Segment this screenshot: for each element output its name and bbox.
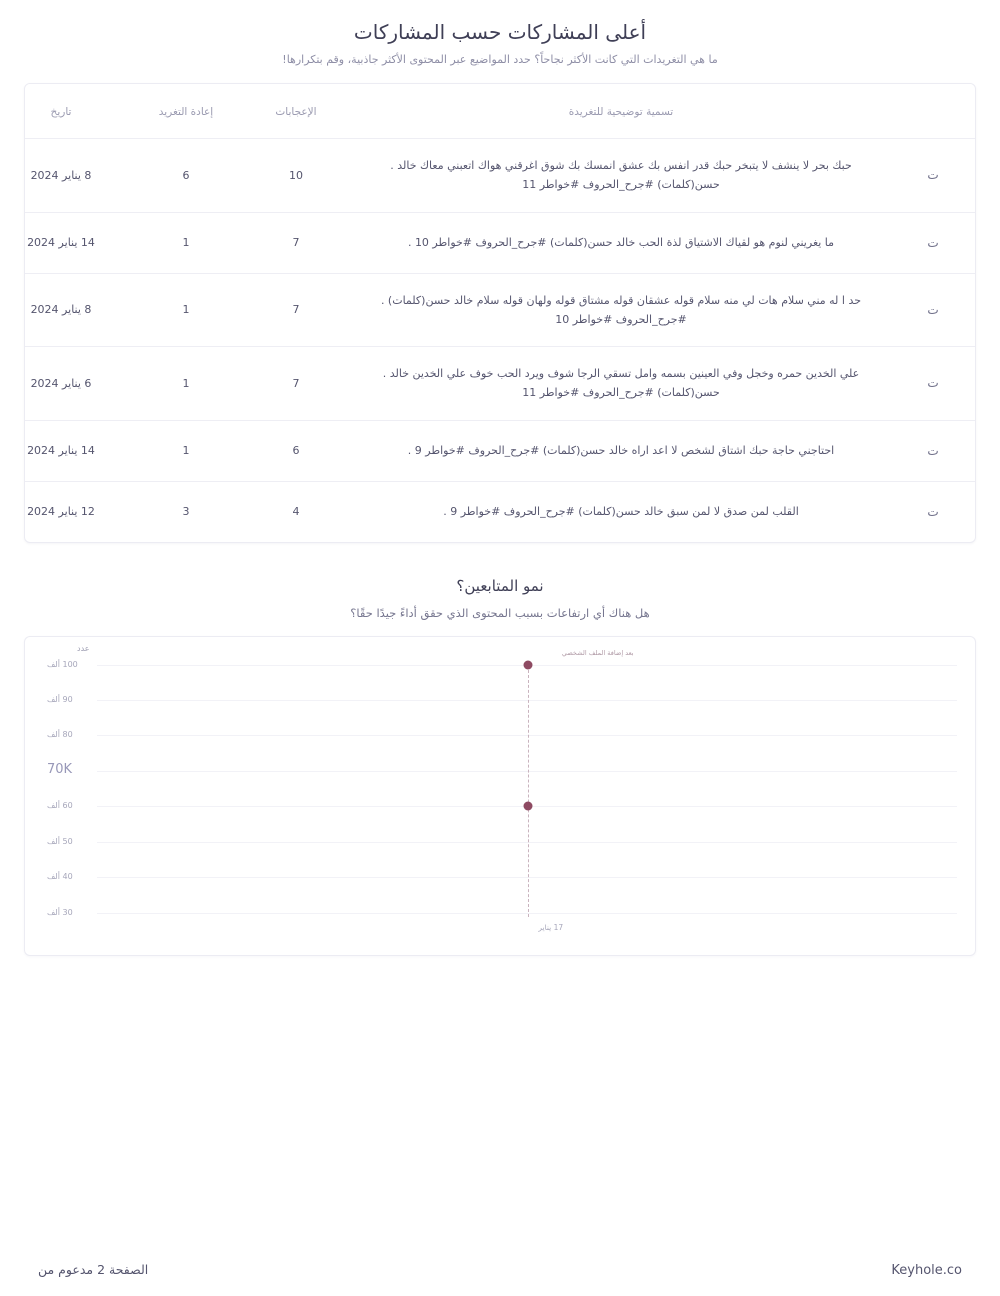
- y-axis-tick: 30 ألف: [47, 907, 73, 917]
- post-caption: القلب لمن صدق لا لمن سبق خالد حسن(كلمات) #جرح_الحروف #خواطر 9 .: [443, 504, 799, 518]
- post-retweets: 1: [131, 212, 241, 273]
- post-caption: ما يغريني لنوم هو لقياك الاشتياق لذة الحب خالد حسن(كلمات) #جرح_الحروف #خواطر 10 .: [351, 212, 891, 273]
- tweet-thumbnail-icon: ت: [927, 235, 939, 250]
- post-likes: 4: [292, 505, 300, 518]
- post-retweets: 1: [131, 347, 241, 421]
- grid-line: [97, 700, 957, 701]
- data-point[interactable]: [524, 660, 533, 669]
- grid-line: [97, 842, 957, 843]
- column-header-thumbnail: [891, 84, 975, 139]
- post-retweets: 1: [131, 420, 241, 481]
- top-posts-table: [24, 84, 975, 542]
- data-point[interactable]: [524, 802, 533, 811]
- y-axis-tick: 70K: [47, 761, 73, 777]
- post-thumbnail-cell: [891, 139, 975, 213]
- growth-subtitle: هل هناك أي ارتفاعات بسبب المحتوى الذي حقق أداءً جيدًا حقًا؟: [350, 605, 650, 620]
- growth-title: نمو المتابعين؟: [456, 576, 544, 595]
- grid-line: [97, 877, 957, 878]
- table-header: [24, 84, 975, 139]
- post-thumbnail-cell: [891, 347, 975, 421]
- page-subtitle: ما هي التغريدات التي كانت الأكثر نجاحاً؟ حدد المواضيع عبر المحتوى الأكثر جاذبية، وقم بتكرارها!: [282, 53, 718, 66]
- follower-growth-plot: [25, 637, 975, 955]
- y-axis-tick: 80 ألف: [47, 730, 73, 740]
- highlight-vertical-line: [528, 665, 529, 917]
- table-row: [24, 420, 975, 481]
- column-header-retweets: إعادة التغريد: [131, 84, 241, 139]
- post-date: 8 يناير 2024: [24, 139, 131, 213]
- post-retweets: 6: [131, 139, 241, 213]
- tweet-thumbnail-icon: ت: [927, 443, 939, 458]
- post-caption: حد ا له مني سلام هات لي منه سلام قوله عشقان قوله مشتاق قوله ولهان قوله سلام خالد حسن(كلمات) . #جرح_الحروف #خواطر 10: [351, 273, 891, 347]
- column-header-date: تاريخ: [24, 84, 131, 139]
- column-header-likes: الإعجابات: [241, 84, 351, 139]
- table-row: [24, 139, 975, 213]
- y-axis-tick: 50 ألف: [47, 836, 73, 846]
- table-row: [24, 273, 975, 347]
- x-axis-tick: 17 يناير: [538, 922, 564, 932]
- post-likes: 10: [241, 139, 351, 213]
- post-date: 14 يناير 2024: [24, 420, 131, 481]
- post-retweets: 3: [182, 505, 190, 518]
- post-caption: احتاجني حاجة حبك اشتاق لشخص لا اعد اراه خالد حسن(كلمات) #جرح_الحروف #خواطر 9 .: [351, 420, 891, 481]
- grid-line: [97, 735, 957, 736]
- table-row: [24, 347, 975, 421]
- y-axis-tick: 40 ألف: [47, 872, 73, 882]
- y-axis-tick: 90 ألف: [47, 694, 73, 704]
- table-row: [24, 212, 975, 273]
- post-date: 8 يناير 2024: [24, 273, 131, 347]
- chart-annotation: بعد إضافة الملف الشخصي: [561, 648, 634, 657]
- y-axis-label: عدد: [77, 643, 90, 653]
- table-header-row: [24, 84, 975, 139]
- y-axis-tick: 60 ألف: [47, 801, 73, 811]
- tweet-thumbnail-icon: ت: [927, 504, 939, 519]
- page-title: أعلى المشاركات حسب المشاركات: [353, 20, 647, 44]
- top-posts-header: [0, 20, 1000, 66]
- follower-growth-chart-card: [24, 636, 976, 956]
- table-row: [24, 481, 975, 542]
- top-posts-card: [24, 83, 976, 543]
- post-likes: 7: [241, 273, 351, 347]
- tweet-thumbnail-icon: ت: [927, 302, 939, 317]
- post-thumbnail-cell: [891, 420, 975, 481]
- post-likes: 7: [241, 212, 351, 273]
- grid-line: [97, 771, 957, 772]
- post-date: 12 يناير 2024: [27, 505, 95, 518]
- post-caption: حبك بحر لا ينشف لا يتبخر حبك قدر انفس بك عشق انمسك بك شوق اغرقني هواك اتعبني معاك خالد . حسن(كلمات) #جرح_الحروف #خواطر 11: [351, 139, 891, 213]
- footer-brand: Keyhole.co: [891, 1263, 962, 1278]
- tweet-thumbnail-icon: ت: [927, 168, 939, 183]
- post-thumbnail-cell: [891, 481, 975, 542]
- table-body: [24, 139, 975, 542]
- post-date: 6 يناير 2024: [24, 347, 131, 421]
- column-header-caption: تسمية توضيحية للتغريدة: [351, 84, 891, 139]
- page-footer: [0, 1262, 1000, 1278]
- y-axis-tick: 100 ألف: [47, 659, 78, 669]
- growth-header: [0, 577, 1000, 620]
- post-thumbnail-cell: [891, 273, 975, 347]
- tweet-thumbnail-icon: ت: [927, 376, 939, 391]
- grid-line: [97, 913, 957, 914]
- post-likes: 7: [241, 347, 351, 421]
- post-likes: 6: [241, 420, 351, 481]
- footer-page-label: الصفحة 2 مدعوم من: [38, 1262, 149, 1277]
- post-date: 14 يناير 2024: [24, 212, 131, 273]
- post-retweets: 1: [131, 273, 241, 347]
- post-caption: علي الخدين حمره وخجل وفي العينين بسمه وامل تسقي الرجا شوف ويرد الحب خوف علي الخدين خالد . حسن(كلمات) #جرح_الحروف #خواطر 11: [351, 347, 891, 421]
- post-thumbnail-cell: [891, 212, 975, 273]
